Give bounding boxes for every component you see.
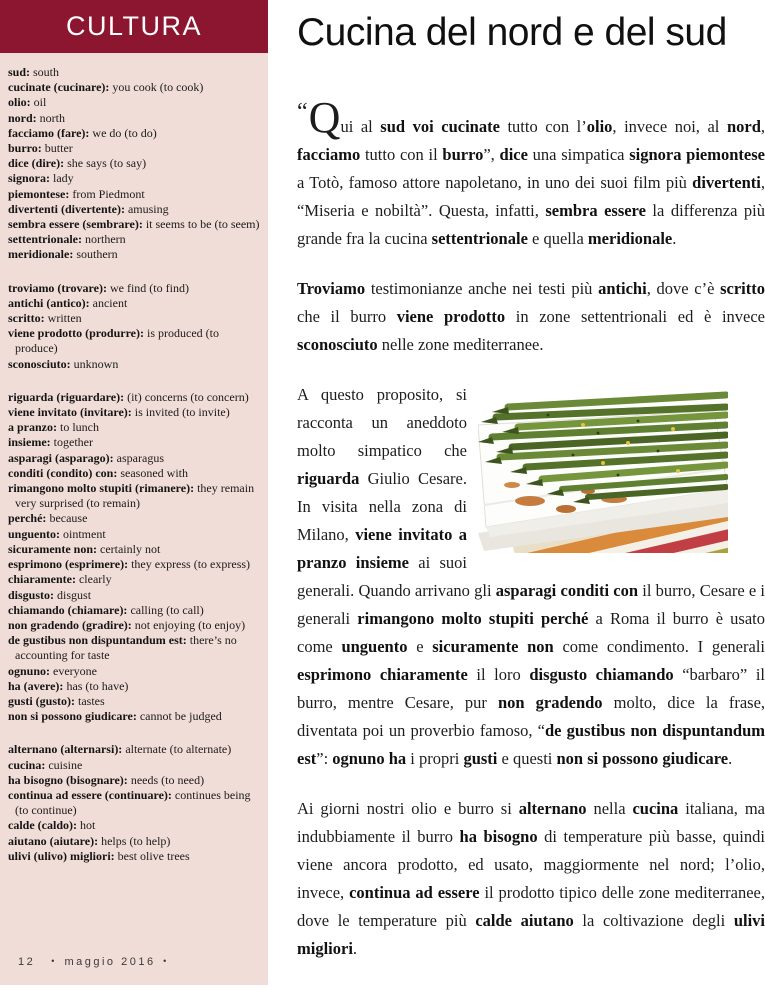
opening-quote: “ bbox=[297, 99, 308, 125]
vocab-term: signora: bbox=[8, 171, 50, 186]
vocab-entry bbox=[8, 187, 264, 202]
vocab-group bbox=[8, 742, 264, 864]
paragraph-2 bbox=[297, 275, 765, 359]
vocab-term: riguarda (riguardare): bbox=[8, 389, 125, 404]
vocab-entry bbox=[8, 141, 264, 156]
vocab-definition: clearly bbox=[75, 572, 112, 587]
vocab-entry bbox=[8, 511, 264, 526]
vocab-term: sconosciuto: bbox=[8, 356, 71, 371]
vocab-term: facciamo (fare): bbox=[8, 125, 90, 140]
vocab-entry bbox=[8, 834, 264, 849]
vocab-term: meridionale: bbox=[8, 247, 74, 262]
vocab-term: calde (caldo): bbox=[8, 818, 77, 833]
vocab-term: settentrionale: bbox=[8, 232, 82, 247]
page-title: Cucina del nord e del sud bbox=[297, 11, 727, 54]
vocab-entry bbox=[8, 217, 264, 232]
article bbox=[297, 0, 765, 985]
vocab-entry bbox=[8, 65, 264, 80]
vocab-definition: tastes bbox=[75, 693, 105, 708]
vocab-list bbox=[0, 53, 268, 864]
vocab-term: insieme: bbox=[8, 435, 51, 450]
vocab-entry bbox=[8, 451, 264, 466]
vocab-definition: because bbox=[46, 511, 88, 526]
vocab-entry bbox=[8, 466, 264, 481]
vocab-definition: you cook (to cook) bbox=[109, 80, 204, 95]
vocab-definition: not enjoying (to enjoy) bbox=[131, 617, 246, 632]
paragraph-3 bbox=[297, 381, 765, 773]
vocab-entry bbox=[8, 156, 264, 171]
vocab-entry bbox=[8, 202, 264, 217]
vocab-entry bbox=[8, 572, 264, 587]
vocab-entry bbox=[8, 311, 264, 326]
vocab-term: alternano (alternarsi): bbox=[8, 742, 123, 757]
vocab-entry bbox=[8, 232, 264, 247]
vocab-term: olio: bbox=[8, 95, 31, 110]
vocab-entry bbox=[8, 126, 264, 141]
vocab-definition: southern bbox=[73, 247, 118, 262]
vocab-group bbox=[8, 390, 264, 724]
vocab-term: ha (avere): bbox=[8, 678, 64, 693]
vocab-term: viene prodotto (produrre): bbox=[8, 326, 144, 341]
vocab-entry bbox=[8, 405, 264, 420]
vocab-definition: has (to have) bbox=[63, 678, 129, 693]
vocab-term: ha bisogno (bisognare): bbox=[8, 772, 128, 787]
vocab-definition: seasoned with bbox=[117, 465, 188, 480]
vocab-term: ulivi (ulivo) migliori: bbox=[8, 848, 115, 863]
vocab-definition: there’s no accounting for taste bbox=[15, 633, 237, 663]
footer-dot: • bbox=[163, 956, 169, 966]
vocab-term: piemontese: bbox=[8, 186, 70, 201]
vocab-term: conditi (condito) con: bbox=[8, 465, 118, 480]
vocab-group bbox=[8, 65, 264, 263]
vocab-term: continua ad essere (continuare): bbox=[8, 787, 172, 802]
vocab-term: non gradendo (gradire): bbox=[8, 617, 132, 632]
vocab-term: sicuramente non: bbox=[8, 541, 97, 556]
paragraph-1 bbox=[297, 93, 765, 253]
vocab-definition: they remain very surprised (to remain) bbox=[15, 481, 255, 511]
footer-dot: • bbox=[51, 956, 57, 966]
vocab-entry bbox=[8, 481, 264, 511]
vocab-entry bbox=[8, 742, 264, 757]
vocab-term: antichi (antico): bbox=[8, 295, 90, 310]
vocab-term: cucina: bbox=[8, 757, 46, 772]
vocab-entry bbox=[8, 171, 264, 186]
asparagus-photo bbox=[478, 385, 765, 565]
vocab-entry bbox=[8, 557, 264, 572]
vocab-term: sembra essere (sembrare): bbox=[8, 217, 143, 232]
vocab-term: sud: bbox=[8, 65, 31, 79]
paragraph-text: Ai giorni nostri olio e burro si alternano nella cucina italiana, ma indubbiamente il burro ha bisogno di temperature più basse, quindi viene ancora prodotto, ed usato, maggiormente nel nord; l’olio, invece, continua ad essere il prodotto tipico delle zone mediterranee, dove le temperature più calde aiutano la coltivazione degli ulivi migliori. bbox=[297, 799, 765, 958]
vocab-definition: certainly not bbox=[97, 541, 161, 556]
paragraph-text: Troviamo testimonianze anche nei testi più antichi, dove c’è scritto che il burro viene prodotto in zone settentrionali ed è invece sconosciuto nelle zone mediterranee. bbox=[297, 279, 765, 354]
vocab-term: chiamando (chiamare): bbox=[8, 602, 128, 617]
vocab-definition: ancient bbox=[89, 295, 128, 310]
paragraph-text: ui al sud voi cucinate tutto con l’olio, invece noi, al nord, facciamo tutto con il burro”, dice una simpatica signora piemontese a Totò, famoso attore napoletano, in uno dei suoi film più divertenti, “Miseria e nobiltà”. Questa, infatti, sembra essere la differenza più grande fra la cucina settentrionale e quella meridionale. bbox=[297, 117, 765, 248]
vocab-term: viene invitato (invitare): bbox=[8, 405, 132, 420]
vocab-group bbox=[8, 281, 264, 372]
vocab-definition: she says (to say) bbox=[64, 156, 147, 171]
vocab-term: chiaramente: bbox=[8, 572, 76, 587]
vocab-entry bbox=[8, 111, 264, 126]
vocab-term: aiutano (aiutare): bbox=[8, 833, 99, 848]
vocab-definition: is produced (to produce) bbox=[15, 326, 219, 356]
vocab-definition: from Piedmont bbox=[69, 186, 145, 201]
vocab-definition: butter bbox=[41, 141, 73, 156]
vocab-entry bbox=[8, 709, 264, 724]
issue-date: maggio 2016 bbox=[64, 956, 156, 968]
vocab-entry bbox=[8, 281, 264, 296]
vocab-term: burro: bbox=[8, 141, 42, 156]
culture-sidebar bbox=[0, 0, 268, 985]
vocab-term: de gustibus non dispuntandum est: bbox=[8, 633, 187, 648]
vocab-entry bbox=[8, 435, 264, 450]
vocab-term: disgusto: bbox=[8, 587, 55, 602]
vocab-term: nord: bbox=[8, 110, 37, 125]
vocab-definition: is invited (to invite) bbox=[131, 405, 230, 420]
page-number: 12 bbox=[18, 956, 36, 968]
vocab-entry bbox=[8, 679, 264, 694]
vocab-entry bbox=[8, 80, 264, 95]
dropcap-letter: Q bbox=[308, 93, 341, 142]
vocab-entry bbox=[8, 618, 264, 633]
vocab-term: rimangono molto stupiti (rimanere): bbox=[8, 481, 195, 496]
vocab-definition: helps (to help) bbox=[98, 833, 171, 848]
vocab-entry bbox=[8, 247, 264, 262]
vocab-term: esprimono (esprimere): bbox=[8, 557, 129, 572]
vocab-definition: needs (to need) bbox=[127, 772, 205, 787]
vocab-entry bbox=[8, 633, 264, 663]
vocab-term: ognuno: bbox=[8, 663, 51, 678]
vocab-definition: south bbox=[30, 65, 60, 79]
paragraph-text: A questo proposito, si racconta un aneddoto molto simpatico che riguarda Giulio Cesare. In visita nella zona di Milano, viene invitato a pranzo insieme ai suoi generali. Quando arrivano gli asparagi conditi con il burro, Cesare e i generali rimangono molto stupiti perché a Roma il burro è usato come unguento e sicuramente non come condimento. I generali esprimono chiaramente il loro disgusto chiamando “barbaro” il burro, mentre Cesare, pur non gradendo molto, dice la frase, diventata poi un proverbio famoso, “de gustibus non dispuntandum est”: ognuno ha i propri gusti e questi non si possono giudicare. bbox=[297, 385, 765, 768]
vocab-term: cucinate (cucinare): bbox=[8, 80, 110, 95]
vocab-entry bbox=[8, 527, 264, 542]
vocab-term: troviamo (trovare): bbox=[8, 280, 107, 295]
vocab-entry bbox=[8, 664, 264, 679]
vocab-entry bbox=[8, 694, 264, 709]
vocab-definition: disgust bbox=[54, 587, 92, 602]
vocab-definition: amusing bbox=[124, 201, 169, 216]
vocab-entry bbox=[8, 849, 264, 864]
vocab-definition: oil bbox=[30, 95, 47, 110]
vocab-definition: continues being (to continue) bbox=[15, 787, 251, 818]
vocab-term: non si possono giudicare: bbox=[8, 709, 137, 724]
vocab-entry bbox=[8, 603, 264, 618]
vocab-definition: best olive trees bbox=[114, 848, 190, 863]
vocab-definition: we find (to find) bbox=[106, 280, 189, 295]
vocab-entry bbox=[8, 542, 264, 557]
vocab-entry bbox=[8, 357, 264, 372]
asparagus-illustration bbox=[478, 385, 728, 565]
vocab-definition: hot bbox=[76, 818, 96, 833]
vocab-definition: we do (to do) bbox=[89, 125, 157, 140]
vocab-definition: written bbox=[44, 311, 82, 326]
vocab-definition: to lunch bbox=[57, 420, 99, 435]
vocab-definition: cuisine bbox=[45, 757, 83, 772]
vocab-term: divertenti (divertente): bbox=[8, 201, 125, 216]
vocab-definition: unknown bbox=[70, 356, 119, 371]
vocab-entry bbox=[8, 296, 264, 311]
vocab-entry bbox=[8, 420, 264, 435]
vocab-entry bbox=[8, 588, 264, 603]
vocab-term: unguento: bbox=[8, 526, 61, 541]
vocab-entry bbox=[8, 390, 264, 405]
sidebar-header: CULTURA bbox=[0, 0, 268, 53]
vocab-term: perché: bbox=[8, 511, 47, 526]
vocab-definition: asparagus bbox=[113, 450, 164, 465]
vocab-definition: together bbox=[50, 435, 93, 450]
vocab-definition: lady bbox=[50, 171, 74, 186]
vocab-definition: (it) concerns (to concern) bbox=[124, 389, 249, 404]
vocab-term: scritto: bbox=[8, 311, 45, 326]
vocab-definition: northern bbox=[81, 232, 126, 247]
vocab-definition: it seems to be (to seem) bbox=[142, 217, 260, 232]
vocab-definition: ointment bbox=[60, 526, 106, 541]
vocab-definition: north bbox=[36, 110, 66, 125]
vocab-entry bbox=[8, 758, 264, 773]
vocab-term: asparagi (asparago): bbox=[8, 450, 114, 465]
vocab-definition: cannot be judged bbox=[136, 709, 222, 724]
vocab-term: gusti (gusto): bbox=[8, 693, 76, 708]
vocab-entry bbox=[8, 773, 264, 788]
vocab-definition: they express (to express) bbox=[128, 557, 251, 572]
vocab-entry bbox=[8, 326, 264, 356]
vocab-entry bbox=[8, 788, 264, 818]
page-footer bbox=[18, 956, 171, 968]
vocab-entry bbox=[8, 818, 264, 833]
vocab-definition: everyone bbox=[50, 663, 98, 678]
paragraph-4 bbox=[297, 795, 765, 963]
vocab-entry bbox=[8, 95, 264, 110]
vocab-definition: alternate (to alternate) bbox=[122, 742, 232, 757]
vocab-definition: calling (to call) bbox=[127, 602, 204, 617]
vocab-term: dice (dire): bbox=[8, 156, 65, 171]
vocab-term: a pranzo: bbox=[8, 420, 57, 435]
